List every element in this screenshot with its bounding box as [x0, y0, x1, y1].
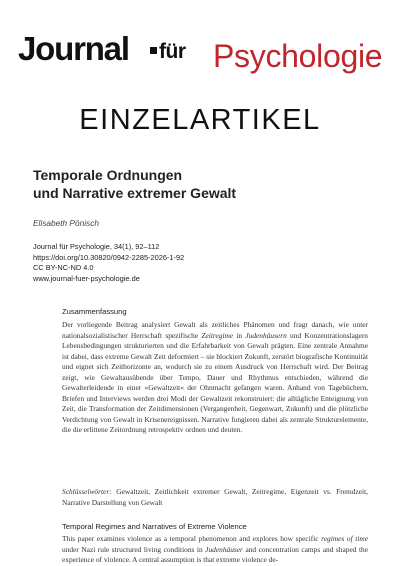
abstract-heading-de: Zusammenfassung	[62, 307, 127, 316]
abstract-de-emph: Judenhäusern	[245, 330, 287, 340]
section-banner: EINZELARTIKEL	[79, 104, 321, 136]
logo-psychologie-text: Psychologie	[213, 38, 383, 74]
author-name: Elisabeth Pönisch	[33, 218, 99, 228]
website-link[interactable]: www.journal-fuer-psychologie.de	[33, 273, 140, 283]
logo-journal-text: Journal	[18, 30, 129, 67]
abstract-de-text: in	[233, 330, 246, 340]
abstract-en-text: under Nazi rule structured living conditions in	[62, 544, 206, 554]
abstract-en-text: This paper examines violence as a temporal phenomenon and explores how specific	[62, 534, 322, 543]
abstract-de-text: und Konzentrationslagern Lebensbedingungen strukturierten und die Erfahrbarkeit von Gewalt prägten. Eine zentrale Annahme ist dabei, dass extreme Gewalt Zeit deformiert – sie blockiert Zukunft, zerstört biografische Kontinuität und eignet sich Zeithorizonte an, wodurch sie zu einem Ausdruck von Herrschaft wird. Der Beitrag zeigt, wie Gewaltausübende über Tempo, Dauer und Rhythmus entschieden, während die Gewalterleidende in einer »Gewaltzeit« der Ohnmacht gefangen waren. Anhand von Tagebüchern, Briefen und Interviews werden drei Modi der Gewaltzeit rekonstruiert: die alltägliche Enteignung von Zeit, die Transformation der Zeitdimensionen (Vergangenheit, Gegenwart, Zukunft) und die plötzliche Verdichtung von Gewalt in Krisenereignissen. Narrative fungieren dabei als zentrale Strukturelemente, die die erlittene Zeitordnung retrospektiv ordnen und deuten.	[62, 330, 369, 434]
abstract-de	[62, 320, 368, 436]
abstract-en	[62, 534, 368, 566]
abstract-de-text: Der vorliegende Beitrag analysiert Gewalt als zeitliches Phänomen und fragt danach, wie unter nationalsozialistischer Herrschaft spezifische	[62, 320, 368, 340]
abstract-en-text: and concentration camps and shaped the experience of violence. A central assumption is that extreme violence de-	[62, 544, 368, 564]
doi-link[interactable]: https://doi.org/10.30820/0942-2285-2026-1-92	[33, 252, 185, 262]
article-title	[33, 166, 236, 202]
citation: Journal für Psychologie, 34(1), 92–112	[33, 242, 160, 251]
abstract-en-emph: Judenhäuser	[205, 544, 243, 554]
logo-fuer-text: für	[159, 40, 186, 63]
license: CC BY-NC-ND 4.0	[33, 263, 94, 273]
article-metadata	[33, 242, 184, 284]
logo-square-icon	[150, 47, 157, 54]
abstract-en-emph: regimes of time	[321, 534, 368, 543]
abstract-heading-en: Temporal Regimes and Narratives of Extreme Violence	[62, 522, 247, 531]
title-line-1: Temporale Ordnungen	[33, 167, 183, 183]
abstract-de-emph: Zeitregime	[201, 330, 234, 340]
keywords-text: Gewaltzeit, Zeitlichkeit extremer Gewalt, Zeitregime, Eigenzeit vs. Fremdzeit, Narrative Darstellung von Gewalt	[62, 487, 368, 507]
keywords	[62, 487, 368, 508]
keywords-label: Schlüsselwörter:	[62, 487, 112, 496]
title-line-2: und Narrative extremer Gewalt	[33, 185, 237, 201]
